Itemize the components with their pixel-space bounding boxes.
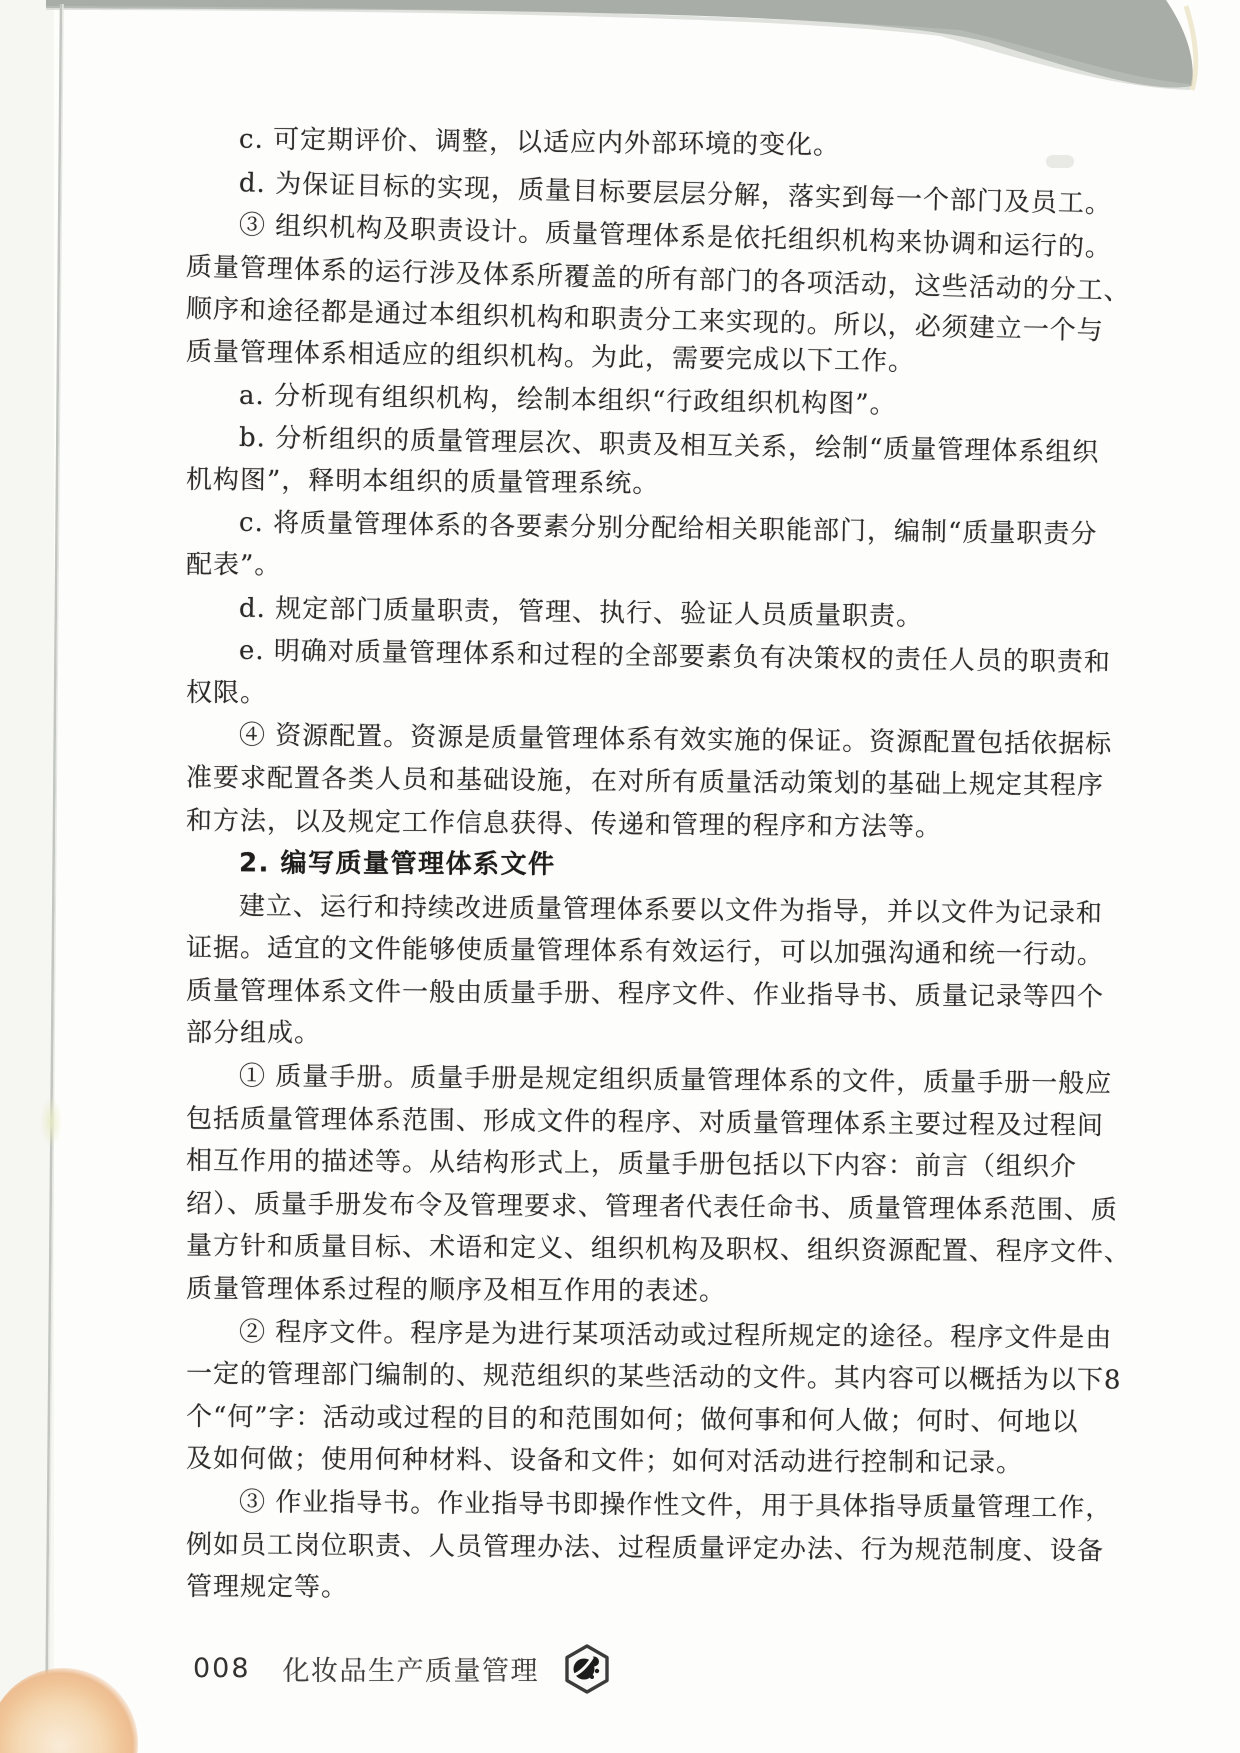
text-line: 质量管理体系相适应的组织机构。为此，需要完成以下工作。	[185, 336, 916, 378]
text-line: 和方法，以及规定工作信息获得、传递和管理的程序和方法等。	[185, 805, 943, 843]
text-line: a. 分析现有组织机构，绘制本组织“行政组织机构图”。	[238, 380, 897, 420]
text-line: 个“何”字：活动或过程的目的和范围如何；做何事和何人做；何时、何地以	[185, 1401, 1079, 1438]
text-line: 管理规定等。	[185, 1572, 349, 1603]
text-line: ④ 资源配置。资源是质量管理体系有效实施的保证。资源配置包括依据标	[238, 720, 1113, 761]
page-number: 008	[193, 1652, 251, 1684]
text-line: 顺序和途径都是通过本组织机构和职责分工来实现的。所以，必须建立一个与	[185, 294, 1105, 347]
text-line: c. 可定期评价、调整，以适应内外部环境的变化。	[238, 124, 841, 161]
text-line: ① 质量手册。质量手册是规定组织质量管理体系的文件，质量手册一般应	[238, 1061, 1113, 1100]
text-line: 机构图”，释明本组织的质量管理系统。	[185, 464, 660, 499]
text-line: 准要求配置各类人员和基础设施，在对所有质量活动策划的基础上规定其程序	[185, 762, 1105, 801]
text-line: ③ 组织机构及职责设计。质量管理体系是依托组织机构来协调和运行的。	[238, 210, 1113, 264]
text-line: 及如何做；使用何种材料、设备和文件；如何对活动进行控制和记录。	[185, 1444, 1024, 1479]
text-line: 部分组成。	[185, 1018, 322, 1049]
book-title: 化妆品生产质量管理	[282, 1655, 540, 1687]
text-line: 2. 编写质量管理体系文件	[238, 848, 556, 881]
fingerprint-smudge	[0, 1668, 138, 1753]
page-edge-line	[0, 0, 80, 1753]
text-line: 包括质量管理体系范围、形成文件的程序、对质量管理体系主要过程及过程间	[185, 1103, 1105, 1141]
page-footer	[193, 1641, 611, 1695]
text-line: 质量管理体系过程的顺序及相互作用的表述。	[185, 1274, 727, 1307]
text-line: ② 程序文件。程序是为进行某项活动或过程所规定的途径。程序文件是由	[238, 1316, 1113, 1354]
text-line: e. 明确对质量管理体系和过程的全部要素负有决策权的责任人员的职责和	[238, 635, 1112, 679]
text-line: 相互作用的描述等。从结构形式上，质量手册包括以下内容：前言（组织介	[185, 1146, 1078, 1183]
text-line: d. 规定部门质量职责，管理、执行、验证人员质量职责。	[238, 593, 924, 632]
text-line: ③ 作业指导书。作业指导书即操作性文件，用于具体指导质量管理工作，	[238, 1487, 1113, 1524]
text-line: d. 为保证目标的实现，质量目标要层层分解，落实到每一个部门及员工。	[238, 167, 1113, 220]
text-line: 质量管理体系文件一般由质量手册、程序文件、作业指导书、质量记录等四个	[185, 975, 1105, 1013]
text-line: 绍）、质量手册发布令及管理要求、管理者代表任命书、质量管理体系范围、质	[185, 1188, 1119, 1226]
smudge-mark-gray	[1046, 155, 1074, 168]
text-line: 质量管理体系的运行涉及体系所覆盖的所有部门的各项活动，这些活动的分工、	[185, 251, 1132, 307]
text-line: 一定的管理部门编制的、规范组织的某些活动的文件。其内容可以概括为以下8	[185, 1359, 1122, 1396]
smudge-mark-yellow	[40, 1096, 62, 1148]
text-line: 配表”。	[185, 549, 282, 581]
text-line: 建立、运行和持续改进质量管理体系要以文件为指导，并以文件为记录和	[238, 891, 1104, 929]
text-line: b. 分析组织的质量管理层次、职责及相互关系，绘制“质量管理体系组织	[238, 423, 1100, 469]
text-line: 量方针和质量目标、术语和定义、组织机构及职权、组织资源配置、程序文件、	[185, 1231, 1132, 1269]
text-line: c. 将质量管理体系的各要素分别分配给相关职能部门，编制“质量职责分	[238, 508, 1098, 551]
text-line: 证据。适宜的文件能够使质量管理体系有效运行，可以加强沟通和统一行动。	[185, 933, 1105, 971]
publisher-logo-icon	[563, 1644, 611, 1698]
text-line: 权限。	[185, 677, 268, 709]
text-line: 例如员工岗位职责、人员管理办法、过程质量评定办法、行为规范制度、设备	[185, 1529, 1105, 1567]
page-text	[186, 118, 1161, 1609]
